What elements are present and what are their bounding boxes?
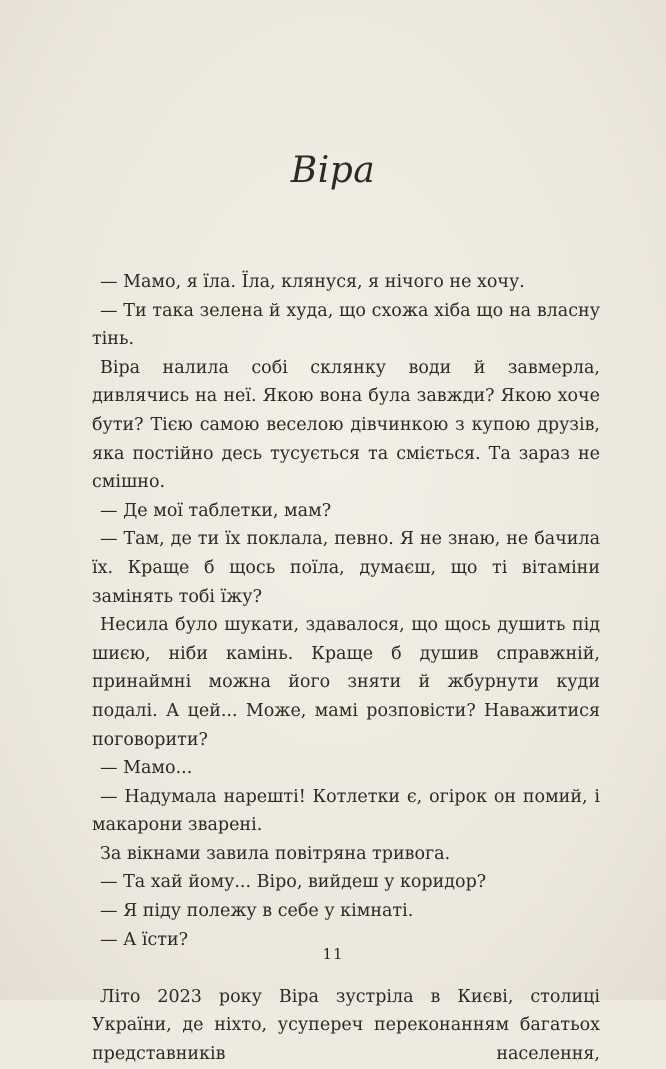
paragraph: Літо 2023 року Віра зустріла в Києві, столиці України, де ніхто, усупереч переконанням багатьох представників населення, (92, 986, 600, 1065)
page-number: 11 (322, 945, 344, 963)
chapter-title: Віра (290, 150, 376, 191)
paragraph: — Мамо... (100, 758, 193, 779)
paragraph: — Ти така зелена й худа, що схожа хіба що на власну тінь. (92, 300, 600, 350)
paragraph: — Мамо, я їла. Їла, клянуся, я нічого не хочу. (100, 272, 525, 292)
paragraph: За вікнами завила повітряна тривога. (100, 843, 451, 864)
paragraph: Віра налила собі склянку води й завмерла, дивлячись на неї. Якою вона була завжди? Якою хоче бути? Тією самою веселою дівчинкою з купою друзів, яка постійно десь тусується та сміється. Та зараз не смішно. (92, 357, 600, 493)
paragraph: — Там, де ти їх поклала, певно. Я не знаю, не бачила їх. Краще б щось поїла, думаєш, що ті вітаміни замінять тобі їжу? (92, 529, 600, 607)
paragraph: Несила було шукати, здавалося, що щось душить під шиєю, ніби камінь. Краще б душив справжній, принаймні можна його зняти й жбурнути куди подалі. А цей... Може, мамі розповісти? Наважитися поговорити? (92, 615, 600, 750)
paragraph: — Я піду полежу в себе у кімнаті. (100, 901, 414, 922)
paragraph: — Надумала нарешті! Котлетки є, огірок он помий, і макарони зварені. (92, 786, 600, 836)
paragraph: — Де мої таблетки, мам? (100, 500, 332, 521)
paragraph: — Та хай йому... Віро, вийдеш у коридор? (100, 872, 487, 893)
paragraph: — А їсти? (100, 929, 189, 950)
